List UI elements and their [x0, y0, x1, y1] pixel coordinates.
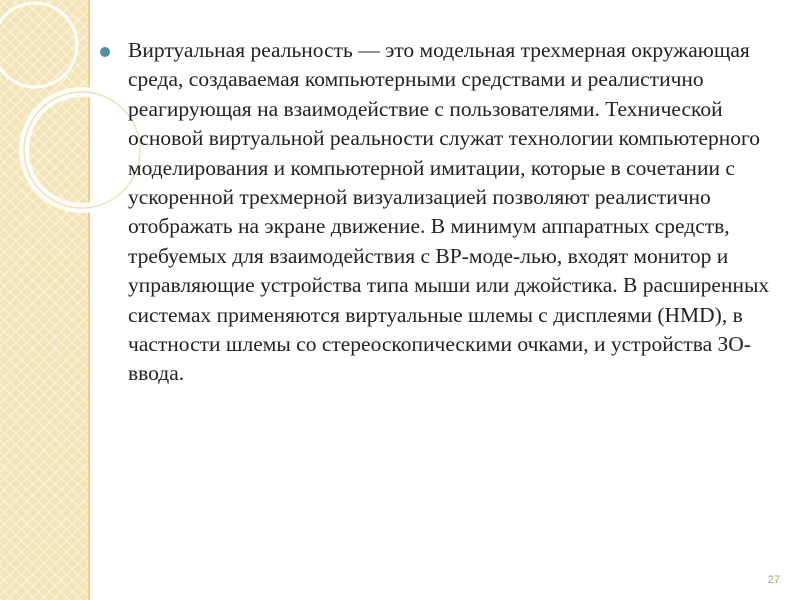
slide-content [100, 36, 780, 389]
bullet-dot-icon [100, 47, 110, 57]
body-paragraph: Виртуальная реальность — это модельная трехмерная окружающая среда, создаваемая компьютерными средствами и реалистично реагирующая на взаимодействие с пользователями. Технической основой виртуальной реальности служат технологии компьютерного моделирования и компьютерной имитации, которые в сочетании с ускоренной трехмерной визуализацией позволяют реалистично отображать на экране движение. В минимум аппаратных средств, требуемых для взаимодействия с ВР-моде-лью, входят монитор и управляющие устройства типа мыши или джойстика. В расширенных системах применяются виртуальные шлемы с дисплеями (HMD), в частности шлемы со стереоскопическими очками, и устройства ЗО-ввода. [128, 38, 770, 386]
page-number: 27 [767, 574, 780, 586]
left-decorative-band [0, 0, 88, 600]
bullet-item [100, 36, 780, 389]
band-divider [88, 0, 90, 600]
